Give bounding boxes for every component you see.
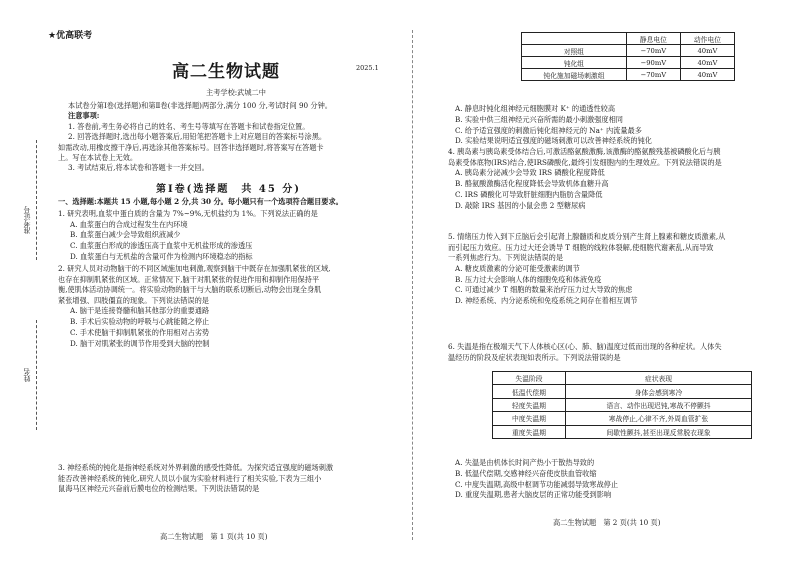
hypothermia-stage-table <box>492 371 752 439</box>
question-stem: 2. 研究人员对动物脑干的不同区域施加电刺激,观察到脑干中既存在加强肌紧张的区域, <box>58 264 331 273</box>
membrane-potential-table <box>521 32 735 81</box>
exam-tag: ★优高联考 <box>48 31 93 41</box>
name-label: 姓名 <box>23 368 31 382</box>
question-stem: 而引起压力效应。压力过大还会诱导 T 细胞的线粒体裂解,使细胞代谢紊乱,从而导致 <box>448 242 714 252</box>
table-header-cell: 症状表现 <box>566 372 752 385</box>
table-row <box>522 45 735 57</box>
table-row <box>522 69 735 81</box>
exam-number-label: 准考证号 <box>23 206 31 234</box>
question-3-options <box>455 104 652 147</box>
instruction-line: 注意事项: <box>68 111 100 121</box>
option-c: C. 给予适宜强度的刺激后钝化组神经元的 Na⁺ 内流量最多 <box>455 125 642 135</box>
name-line <box>36 320 37 430</box>
question-stem: 岛素受体底物(IRS)结合,使IRS磷酸化,最终引发细胞内的生理效应。下列说法错误的是 <box>448 157 722 167</box>
table-cell: 语言、动作出现迟钝,寒战不停颤抖 <box>566 398 752 411</box>
table-cell: 钝化施加磁场刺激组 <box>522 69 627 81</box>
option-a: A. 脑干是连接脊髓和脑其他部分的重要通路 <box>70 306 210 316</box>
option-b: B. 酪氨酸激酶活化程度降低会导致机体血糖升高 <box>455 178 609 188</box>
table-cell: 40mV <box>680 45 734 57</box>
option-d: D. 血浆蛋白与无机盐的含量可作为检测内环境稳态的指标 <box>70 251 253 261</box>
question-stem: 鼠海马区神经元兴奋前后膜电位的检测结果。下列说法错误的是 <box>58 484 260 494</box>
part-intro: 一、选择题:本题共 15 小题,每小题 2 分,共 30 分。每小题只有一个选项符合题目要求。 <box>58 197 343 206</box>
option-a: A. 失温是由机体长时间产热小于散热导致的 <box>455 458 595 467</box>
table-cell: 40mV <box>680 57 734 69</box>
question-stem: 能否改善神经系统的钝化,研究人员以小鼠为实验材料进行了相关实验,下表为三组小 <box>58 473 322 483</box>
table-cell: 间歇性颤抖,甚至出现反常脱衣现象 <box>566 425 752 438</box>
table-cell: 40mV <box>680 69 734 81</box>
option-a: A. 胰岛素分泌减少会导致 IRS 磷酸化程度降低 <box>455 168 605 178</box>
table-cell: 重度失温期 <box>493 425 566 438</box>
exam-number-line <box>36 140 37 260</box>
table-cell: 钝化组 <box>522 57 627 69</box>
instruction-line: 3. 考试结束后,将本试卷和答题卡一并交回。 <box>68 163 209 173</box>
table-header-row <box>522 33 735 45</box>
question-stem: 也存在抑制肌紧张的区域。正常情况下,脑干对肌紧张的促进作用和抑制作用保持平 <box>58 274 320 284</box>
option-c: C. 手术使脑干抑制肌紧张的作用相对占劣势 <box>70 327 210 337</box>
table-cell: 身体会感到寒冷 <box>566 385 752 398</box>
instruction-line: 如需改动,用橡皮擦干净后,再选涂其他答案标号。回答非选择题时,将答案写在答题卡 <box>58 142 324 152</box>
section-heading: 第Ⅰ卷(选择题 共 45 分) <box>156 184 302 195</box>
page-title: 高二生物试题 <box>172 62 280 82</box>
option-c: C. 血浆蛋白形成的渗透压高于血浆中无机盐形成的渗透压 <box>70 241 253 251</box>
host-school: 主考学校:武城二中 <box>206 88 266 97</box>
table-cell: −70mV <box>626 69 680 81</box>
question-stem: 3. 神经系统的钝化是指神经系统对外界刺激的感受性降低。为探究适宜强度的磁场刺激 <box>58 463 334 472</box>
option-c: C. 可通过减少 T 细胞的数量来治疗压力过大导致的焦虑 <box>455 285 633 295</box>
option-d: D. 实验结果说明适宜强度的磁场刺激可以改善神经系统的钝化 <box>455 136 652 146</box>
table-row <box>493 398 752 411</box>
table-header-cell <box>522 33 627 45</box>
option-c: C. 中度失温期,高级中枢调节功能减弱导致寒战停止 <box>455 479 619 489</box>
table-header-cell: 静息电位 <box>626 33 680 45</box>
option-d: D. 脑干对肌紧张的调节作用受到大脑的控制 <box>70 338 210 348</box>
question-stem: 衡,使肌体活动协调统一。将实验动物的脑干与大脑的联系切断后,动物会出现全身肌 <box>58 285 322 295</box>
option-a: A. 静息时钝化组神经元细胞膜对 K⁺ 的通透性较高 <box>455 104 616 113</box>
table-cell: −90mV <box>626 57 680 69</box>
option-b: B. 低温代偿期,交感神经兴奋使皮肤血管收缩 <box>455 468 597 478</box>
table-cell: 轻度失温期 <box>493 398 566 411</box>
page-footer: 高二生物试题 第 2 页(共 10 页) <box>553 518 661 527</box>
question-stem: 一系列焦虑行为。下列说法错误的是 <box>448 253 564 263</box>
option-d: D. 敲除 IRS 基因的小鼠会患 2 型糖尿病 <box>455 200 586 210</box>
question-5 <box>448 232 725 307</box>
page-footer: 高二生物试题 第 1 页(共 10 页) <box>160 532 268 541</box>
question-3 <box>58 463 333 495</box>
table-header-row <box>493 372 752 385</box>
option-b: B. 实验中供三组神经元兴奋所需的最小刺激强度相同 <box>455 114 623 124</box>
instruction-line: 1. 答卷前,考生务必将自己的姓名、考生号等填写在答题卡和试卷指定位置。 <box>68 121 310 131</box>
option-b: B. 手术后实验动物的呼吸与心跳能随之停止 <box>70 317 210 327</box>
question-4 <box>448 147 722 211</box>
instruction-line: 上。写在本试卷上无效。 <box>58 153 138 163</box>
option-d: D. 神经系统、内分泌系统和免疫系统之间存在着相互调节 <box>455 296 638 306</box>
table-header-cell: 失温阶段 <box>493 372 566 385</box>
table-row <box>493 385 752 398</box>
table-cell: 对照组 <box>522 45 627 57</box>
question-stem: 温经历的阶段及症状表现如表所示。下列说法错误的是 <box>448 352 621 362</box>
table-row <box>522 57 735 69</box>
question-stem: 紧张增强、四肢僵直的现象。下列说法错误的是 <box>58 295 209 305</box>
table-cell: −70mV <box>626 45 680 57</box>
question-stem: 5. 情绪压力传入到下丘脑后会引起肾上腺髓质和皮质分别产生肾上腺素和糖皮质激素,从 <box>448 232 726 241</box>
table-cell: 低温代偿期 <box>493 385 566 398</box>
option-c: C. IRS 磷酸化可导致肝脏细胞内脂肪含量降低 <box>455 189 603 199</box>
option-d: D. 重度失温期,患者大脑皮层的正常功能受到影响 <box>455 490 612 500</box>
question-stem: 6. 失温是指在极端天气下人体核心区(心、肺、脑)温度过低而出现的各种症状。人体失 <box>448 342 722 351</box>
table-row <box>493 425 752 438</box>
question-6 <box>448 342 722 363</box>
option-b: B. 压力过大会影响人体的细胞免疫和体液免疫 <box>455 274 602 284</box>
table-cell: 寒战停止,心律不齐,外周血管扩张 <box>566 412 752 425</box>
exam-date: 2025.1 <box>356 64 379 72</box>
option-a: A. 糖皮质激素的分泌可能受激素的调节 <box>455 263 580 273</box>
question-1 <box>58 209 318 263</box>
table-row <box>493 412 752 425</box>
instruction-line: 本试卷分第Ⅰ卷(选择题)和第Ⅱ卷(非选择题)两部分,满分 100 分,考试时间 90 分钟。 <box>68 101 332 110</box>
question-2 <box>58 264 330 350</box>
option-a: A. 血浆蛋白的合成过程发生在内环境 <box>70 219 188 229</box>
question-6-options <box>455 458 618 501</box>
table-header-cell: 动作电位 <box>680 33 734 45</box>
question-stem: 1. 研究表明,血浆中蛋白质的含量为 7%~9%,无机盐约为 1%。下列说法正确的是 <box>58 209 318 218</box>
instruction-line: 2. 回答选择题时,选出每小题答案后,用铅笔把答题卡上对应题目的答案标号涂黑。 <box>68 132 327 142</box>
option-b: B. 血浆蛋白减少会导致组织液减少 <box>70 230 181 240</box>
instructions <box>58 101 332 174</box>
table-cell: 中度失温期 <box>493 412 566 425</box>
page-divider <box>412 30 413 540</box>
question-stem: 4. 胰岛素与胰岛素受体结合后,可激活酪氨酸激酶,该激酶的酪氨酸残基被磷酸化后与胰 <box>448 147 721 156</box>
